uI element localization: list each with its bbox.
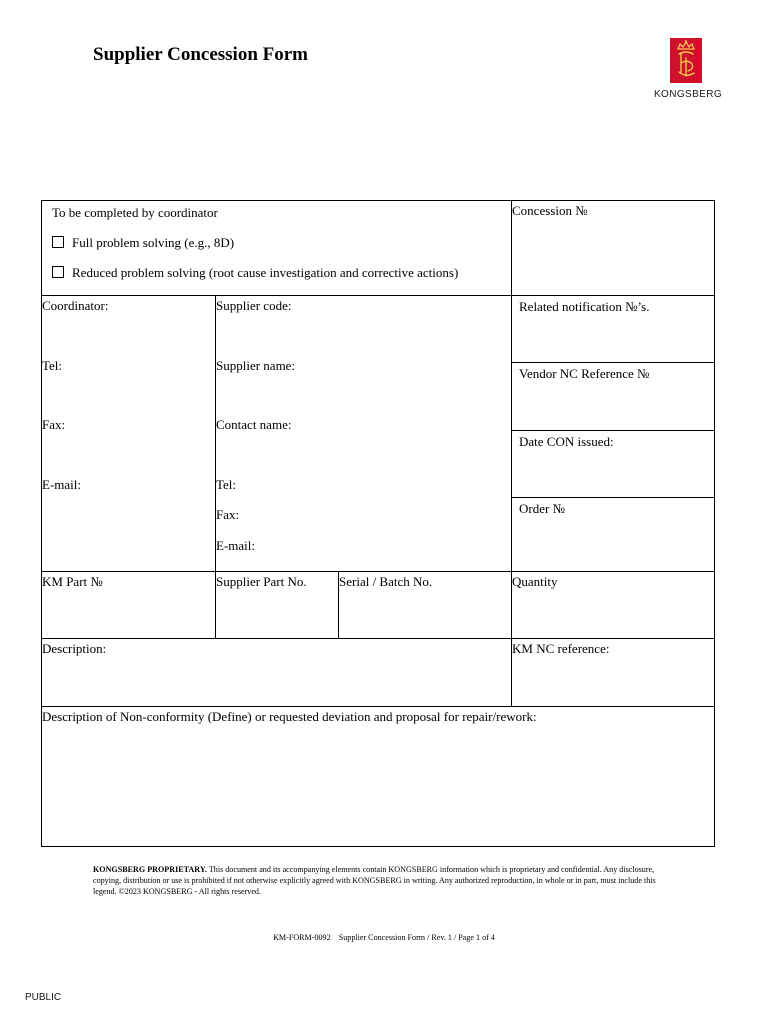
quantity-field[interactable] [512, 572, 715, 639]
full-problem-solving-label: Full problem solving (e.g., 8D) [72, 235, 235, 250]
quantity-label: Quantity [512, 574, 558, 589]
nonconformity-label: Description of Non-conformity (Define) or requested deviation and proposal for repair/rework: [42, 709, 537, 724]
date-con-issued-field[interactable] [512, 431, 714, 498]
vendor-nc-reference-label: Vendor NC Reference № [519, 366, 650, 381]
serial-batch-field[interactable] [339, 572, 512, 639]
reduced-problem-solving-option[interactable] [52, 265, 511, 295]
supplier-code-label: Supplier code: [216, 298, 292, 313]
concession-form-table [41, 200, 715, 847]
reference-fields-cell [512, 296, 715, 572]
concession-number-label: Concession № [512, 203, 588, 218]
kongsberg-logo [650, 38, 722, 104]
coordinator-heading: To be completed by coordinator [52, 205, 218, 220]
related-notification-field[interactable] [512, 296, 714, 363]
vendor-nc-reference-field[interactable] [512, 363, 714, 431]
reduced-problem-solving-label: Reduced problem solving (root cause investigation and corrective actions) [72, 265, 459, 280]
coordinator-tel-label: Tel: [42, 358, 63, 373]
supplier-name-label: Supplier name: [216, 358, 296, 373]
km-part-field[interactable] [42, 572, 216, 639]
coordinator-label: Coordinator: [42, 298, 109, 313]
logo-wordmark: KONGSBERG [653, 89, 723, 100]
proprietary-text: This document and its accompanying elements contain KONGSBERG information which is proprietary and confidential. Any disclosure, copying, distribution or use is prohibited if not otherwise explicitly agreed with KONGSBERG in writing. Any authorized reproduction, in whole or in part, must include this legend. ©2023 KONGSBERG - All rights reserved. [93, 865, 656, 896]
supplier-details-cell[interactable] [216, 296, 512, 572]
full-problem-solving-checkbox[interactable] [52, 236, 64, 248]
km-part-label: KM Part № [42, 574, 103, 589]
form-id: KM-FORM-0092 [273, 933, 331, 942]
km-nc-reference-field[interactable] [512, 639, 715, 707]
full-problem-solving-option[interactable] [52, 235, 511, 265]
form-reference [0, 933, 768, 942]
order-number-field[interactable] [512, 498, 714, 570]
coordinator-fax-label: Fax: [42, 417, 66, 432]
order-number-label: Order № [519, 501, 565, 516]
supplier-fax-label: Fax: [216, 507, 240, 522]
crown-emblem-icon [670, 38, 702, 83]
coordinator-instructions-cell [42, 201, 512, 296]
form-revision-page: Supplier Concession Form / Rev. 1 / Page 1 of 4 [338, 933, 495, 942]
description-field[interactable] [42, 639, 512, 707]
contact-name-label: Contact name: [216, 417, 292, 432]
supplier-part-label: Supplier Part No. [216, 574, 307, 589]
supplier-part-field[interactable] [216, 572, 339, 639]
coordinator-details-cell[interactable] [42, 296, 216, 572]
proprietary-notice [93, 864, 673, 897]
supplier-email-label: E-mail: [216, 538, 255, 553]
classification-label: PUBLIC [25, 992, 62, 1003]
nonconformity-field[interactable] [42, 707, 715, 847]
km-nc-reference-label: KM NC reference: [512, 641, 610, 656]
supplier-tel-label: Tel: [216, 477, 237, 492]
page-title: Supplier Concession Form [93, 44, 309, 65]
related-notification-label: Related notification №’s. [519, 299, 650, 314]
serial-batch-label: Serial / Batch No. [339, 574, 433, 589]
date-con-issued-label: Date CON issued: [519, 434, 614, 449]
proprietary-heading: KONGSBERG PROPRIETARY. [93, 865, 207, 874]
concession-number-field[interactable] [512, 201, 715, 296]
description-label: Description: [42, 641, 107, 656]
coordinator-email-label: E-mail: [42, 477, 81, 492]
reduced-problem-solving-checkbox[interactable] [52, 266, 64, 278]
